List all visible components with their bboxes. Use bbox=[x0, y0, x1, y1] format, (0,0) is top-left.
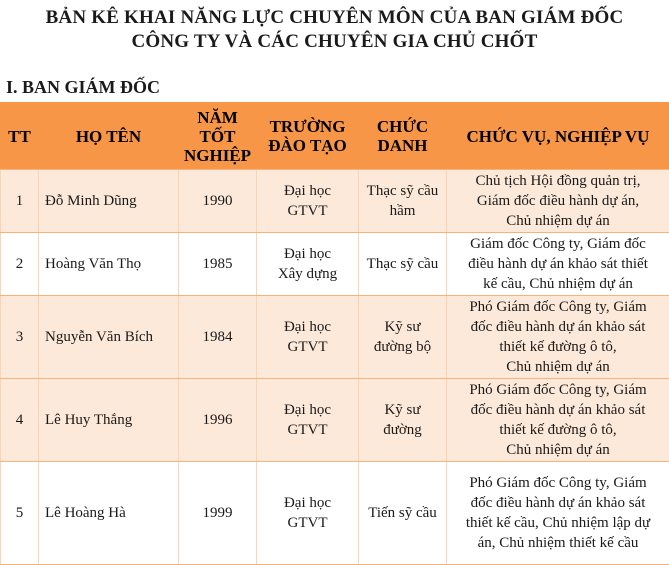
cell-year: 1985 bbox=[179, 233, 257, 296]
header-chuc-vu: CHỨC VỤ, NGHIỆP VỤ bbox=[447, 103, 669, 170]
header-truong-dao-tao: TRƯỜNG ĐÀO TẠO bbox=[257, 103, 359, 170]
cell-tt: 4 bbox=[1, 379, 39, 462]
cell-tt: 5 bbox=[1, 462, 39, 565]
document-title-line-2: CÔNG TY VÀ CÁC CHUYÊN GIA CHỦ CHỐT bbox=[0, 30, 669, 54]
table-row bbox=[1, 462, 669, 565]
cell-year: 1999 bbox=[179, 462, 257, 565]
document-title bbox=[0, 6, 669, 54]
cell-name: Nguyễn Văn Bích bbox=[39, 296, 179, 379]
cell-tt: 2 bbox=[1, 233, 39, 296]
table-row bbox=[1, 296, 669, 379]
table-row bbox=[1, 379, 669, 462]
cell-year: 1990 bbox=[179, 170, 257, 233]
cell-year: 1996 bbox=[179, 379, 257, 462]
header-chuc-danh: CHỨC DANH bbox=[359, 103, 447, 170]
cell-title: Thạc sỹ cầu bbox=[359, 233, 447, 296]
section-heading: I. BAN GIÁM ĐỐC bbox=[6, 76, 160, 98]
cell-school: Đại học GTVT bbox=[257, 462, 359, 565]
cell-duty: Phó Giám đốc Công ty, Giám đốc điều hành dự án khảo sát thiết kế đường ô tô, Chủ nhiệm dự án bbox=[447, 296, 669, 379]
cell-school: Đại học Xây dựng bbox=[257, 233, 359, 296]
header-nam-tot-nghiep: NĂM TỐT NGHIỆP bbox=[179, 103, 257, 170]
cell-school: Đại học GTVT bbox=[257, 379, 359, 462]
cell-title: Tiến sỹ cầu bbox=[359, 462, 447, 565]
table-row bbox=[1, 170, 669, 233]
management-table bbox=[0, 102, 669, 565]
header-tt: TT bbox=[1, 103, 39, 170]
table-row bbox=[1, 233, 669, 296]
table-header-row bbox=[1, 103, 669, 170]
cell-duty: Phó Giám đốc Công ty, Giám đốc điều hành dự án khảo sát thiết kế cầu, Chủ nhiệm lập dự án, Chủ nhiệm thiết kế cầu bbox=[447, 462, 669, 565]
header-ho-ten: HỌ TÊN bbox=[39, 103, 179, 170]
cell-name: Lê Huy Thắng bbox=[39, 379, 179, 462]
cell-title: Kỹ sư đường bbox=[359, 379, 447, 462]
cell-title: Kỹ sư đường bộ bbox=[359, 296, 447, 379]
cell-tt: 1 bbox=[1, 170, 39, 233]
cell-tt: 3 bbox=[1, 296, 39, 379]
cell-duty: Giám đốc Công ty, Giám đốc điều hành dự án khảo sát thiết kế cầu, Chủ nhiệm dự án bbox=[447, 233, 669, 296]
cell-name: Đỗ Minh Dũng bbox=[39, 170, 179, 233]
cell-school: Đại học GTVT bbox=[257, 170, 359, 233]
document-title-line-1: BẢN KÊ KHAI NĂNG LỰC CHUYÊN MÔN CỦA BAN GIÁM ĐỐC bbox=[0, 6, 669, 30]
cell-duty: Phó Giám đốc Công ty, Giám đốc điều hành dự án khảo sát thiết kế đường ô tô, Chủ nhiệm dự án bbox=[447, 379, 669, 462]
cell-school: Đại học GTVT bbox=[257, 296, 359, 379]
cell-year: 1984 bbox=[179, 296, 257, 379]
cell-title: Thạc sỹ cầu hầm bbox=[359, 170, 447, 233]
cell-duty: Chủ tịch Hội đồng quản trị, Giám đốc điều hành dự án, Chủ nhiệm dự án bbox=[447, 170, 669, 233]
cell-name: Lê Hoàng Hà bbox=[39, 462, 179, 565]
cell-name: Hoàng Văn Thọ bbox=[39, 233, 179, 296]
